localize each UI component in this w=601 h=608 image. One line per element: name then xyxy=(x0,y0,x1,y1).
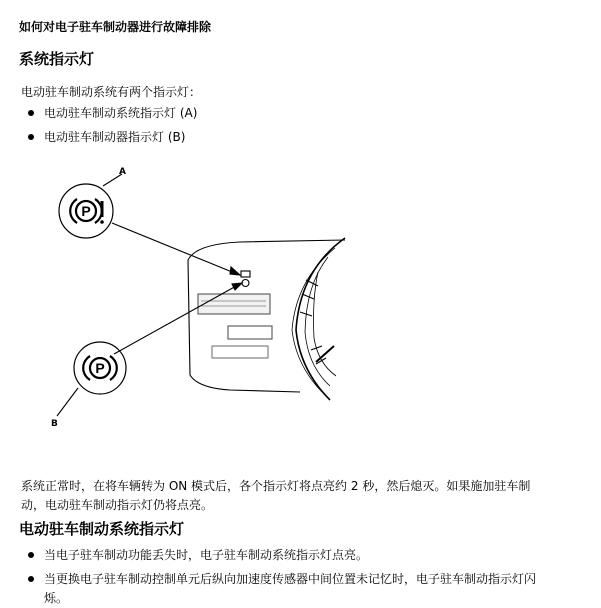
parking-brake-icon xyxy=(74,342,126,394)
page-title: 如何对电子驻车制动器进行故障排除 xyxy=(19,20,212,34)
svg-text:P: P xyxy=(81,203,91,219)
list-item-text: 当电子驻车制动功能丢失时，电子驻车制动系统指示灯点亮。 xyxy=(44,548,369,562)
indicator-diagram xyxy=(0,160,601,440)
list-item-text: 电动驻车制动系统指示灯 (A) xyxy=(44,106,198,120)
label-a: A xyxy=(119,167,126,177)
list-item xyxy=(28,546,588,565)
intro-text: 电动驻车制动系统有两个指示灯： xyxy=(21,85,202,99)
description-paragraph xyxy=(21,477,581,515)
list-item xyxy=(28,570,558,608)
list-item-text: 当更换电子驻车制动控制单元后纵向加速度传感器中间位置未记忆时，电子驻车制动指示灯闪烁。 xyxy=(44,572,537,605)
bullet-icon xyxy=(28,134,34,140)
bullet-icon xyxy=(28,110,34,116)
section-heading-indicators: 系统指示灯 xyxy=(19,50,95,68)
list-item-text: 电动驻车制动器指示灯 (B) xyxy=(44,130,186,144)
bullet-icon xyxy=(28,576,34,582)
bullet-icon xyxy=(28,552,34,558)
paragraph-line: 系统正常时，在将车辆转为 ON 模式后，各个指示灯将点亮约 2 秒，然后熄灭。如果施加驻车制 xyxy=(21,479,531,493)
instrument-cluster xyxy=(188,238,345,400)
parking-brake-warning-icon xyxy=(59,184,113,238)
section-heading-epb-system: 电动驻车制动系统指示灯 xyxy=(19,520,185,538)
list-item xyxy=(28,128,588,147)
label-b: B xyxy=(51,419,58,429)
list-item xyxy=(28,104,588,123)
paragraph-line: 动，电动驻车制动指示灯仍将点亮。 xyxy=(21,498,214,512)
svg-text:P: P xyxy=(95,360,105,376)
